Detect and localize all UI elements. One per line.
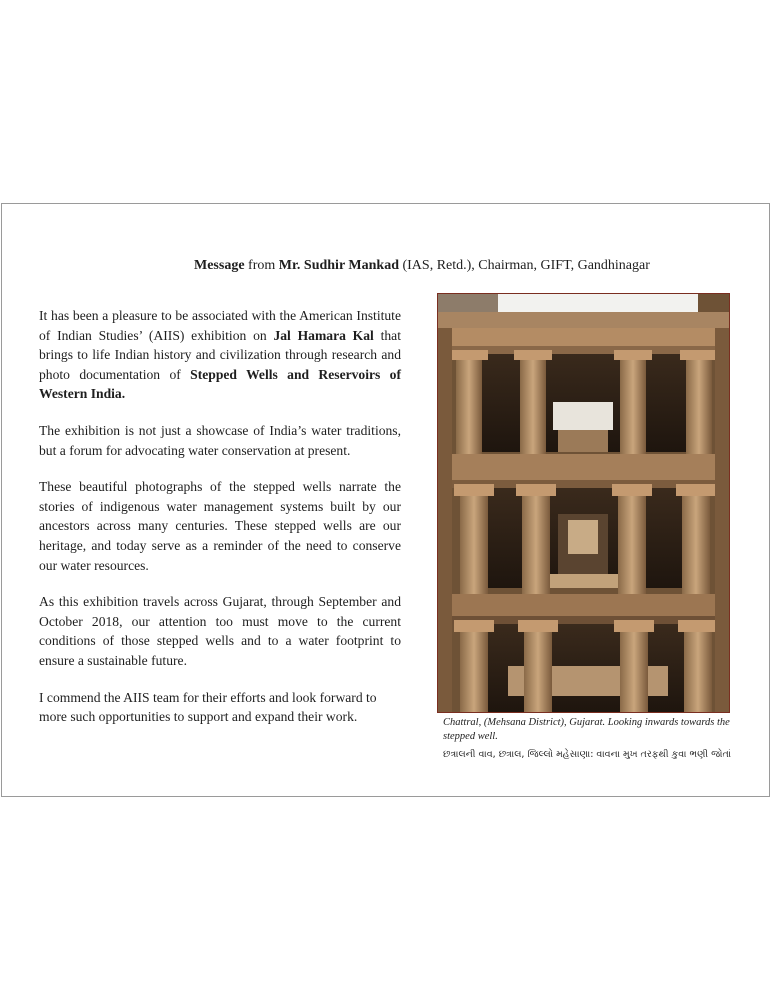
paragraph-2: The exhibition is not just a showcase of India’s water traditions, but a forum for advocating water conservation at present. — [39, 422, 401, 458]
stepwell-photo — [437, 293, 730, 713]
p1-text-a: It has been a pleasure to be associated with the American Institute of Indian Studies’ (AIIS) exhibition on — [39, 308, 401, 343]
p1-exhibition-title: Jal Hamara Kal — [273, 327, 374, 343]
paragraph-1 — [39, 306, 401, 404]
message-body — [39, 306, 401, 744]
p1-text-c: that brings to life Indian history and civilization through research and photo documentation of — [39, 327, 401, 382]
photo-caption-gujarati: છત્રાલની વાવ, છત્રાલ, જિલ્લો મહેસાણા: વાવના મુખ તરફથી કુવા ભણી જોતાં — [443, 749, 732, 760]
heading-author-name: Mr. Sudhir Mankad — [278, 258, 399, 273]
paragraph-5: I commend the AIIS team for their efforts and look forward to more such opportunities to support and expand their work. — [39, 689, 377, 725]
heading-from-word: from — [244, 258, 279, 273]
stepwell-illustration — [438, 294, 729, 712]
paragraph-3: These beautiful photographs of the stepped wells narrate the stories of indigenous water management systems built by our ancestors across many centuries. These stepped wells are our heritage, and today serve as a reminder of the need to conserve our water resources. — [39, 479, 401, 573]
paragraph-4: As this exhibition travels across Gujarat, through September and October 2018, our attention too must move to the current conditions of those stepped wells and to a water footprint to ensure a sustainable future. — [39, 594, 401, 668]
photo-caption-english: Chattral, (Mehsana District), Gujarat. Looking inwards towards the stepped well. — [443, 717, 730, 742]
heading-message-word: Message — [194, 258, 245, 273]
heading-author-title: (IAS, Retd.), Chairman, GIFT, Gandhinagar — [398, 258, 650, 273]
message-heading — [194, 258, 734, 274]
p1-subject-title: Stepped Wells and Reservoirs of Western India. — [39, 366, 401, 402]
